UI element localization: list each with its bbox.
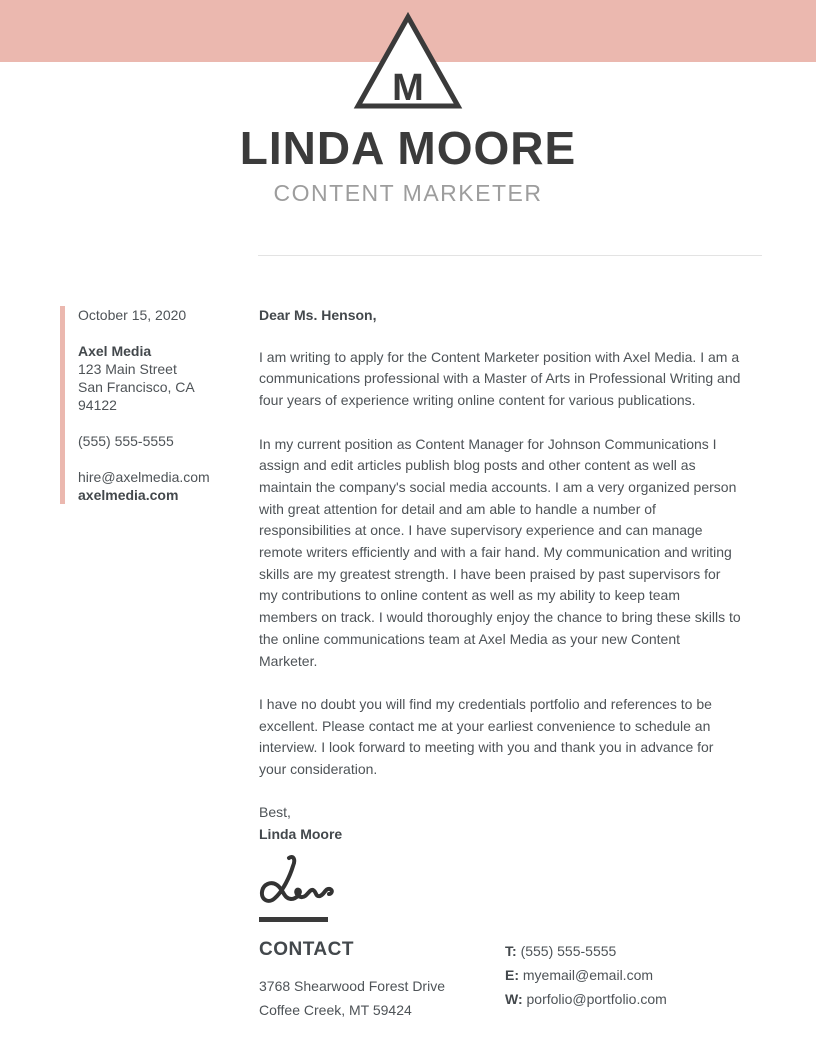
footer-phone-row xyxy=(505,939,667,963)
logo-letter: M xyxy=(392,67,424,109)
footer-address-line: Coffee Creek, MT 59424 xyxy=(259,1002,412,1018)
footer-website-row xyxy=(505,987,667,1011)
footer-email-row xyxy=(505,963,667,987)
closing-word: Best, xyxy=(259,804,291,821)
job-title-subtitle: CONTENT MARKETER xyxy=(273,180,543,206)
logo-triangle-icon xyxy=(351,10,465,112)
footer-contact-list xyxy=(505,938,667,1022)
recipient-sidebar xyxy=(60,306,258,504)
recipient-website: axelmedia.com xyxy=(78,487,179,503)
phone-value: (555) 555-5555 xyxy=(520,943,617,959)
recipient-email: hire@axelmedia.com xyxy=(78,469,210,485)
footer-contact-section xyxy=(259,938,762,1022)
footer-address-line: 3768 Shearwood Forest Drive xyxy=(259,978,445,994)
recipient-address-line: San Francisco, CA xyxy=(78,379,195,395)
website-label: W: xyxy=(505,991,523,1007)
recipient-address-line: 123 Main Street xyxy=(78,361,177,377)
sender-name: Linda Moore xyxy=(259,826,343,843)
letter-date: October 15, 2020 xyxy=(78,307,187,323)
header-divider xyxy=(258,255,762,256)
email-label: E: xyxy=(505,967,519,983)
signature-block xyxy=(259,854,741,922)
footer-address-block xyxy=(259,938,505,1022)
letter-paragraph: In my current position as Content Manager for Johnson Communications I assign and edit articles publish blog posts and other content as well as maintain the company's social media accounts. I am a very organized person with great attention for detail and am able to handle a number of responsibilities at once. I have supervisory experience and can manage remote writers efficiently and with a fair hand. My communication and writing skills are my greatest strength. I have been praised by past supervisors for my contributions to online content as well as my ability to keep team members on track. I would thoroughly enjoy the chance to bring these skills to the online communications team at Axel Media as your new Content Marketer. xyxy=(259,435,741,669)
letter-paragraph: I have no doubt you will find my credentials portfolio and references to be excellent. Please contact me at your earliest convenience to schedule an interview. I look forward to meeting with you and thank you in advance for your consideration. xyxy=(259,695,714,778)
page-title-name: LINDA MOORE xyxy=(239,122,577,174)
contact-heading: CONTACT xyxy=(259,939,354,960)
letter-body xyxy=(259,305,741,922)
signature-underline xyxy=(259,917,328,922)
website-value: porfolio@portfolio.com xyxy=(526,991,667,1007)
salutation: Dear Ms. Henson, xyxy=(259,307,377,323)
recipient-phone: (555) 555-5555 xyxy=(78,433,174,449)
recipient-address-line: 94122 xyxy=(78,397,117,413)
signature-scribble xyxy=(259,854,339,906)
recipient-company: Axel Media xyxy=(78,343,152,359)
letter-paragraph: I am writing to apply for the Content Marketer position with Axel Media. I am a communications professional with a Master of Arts in Professional Writing and four years of experience writing online content for various publications. xyxy=(259,348,741,409)
phone-label: T: xyxy=(505,943,517,959)
email-value: myemail@email.com xyxy=(522,967,654,983)
